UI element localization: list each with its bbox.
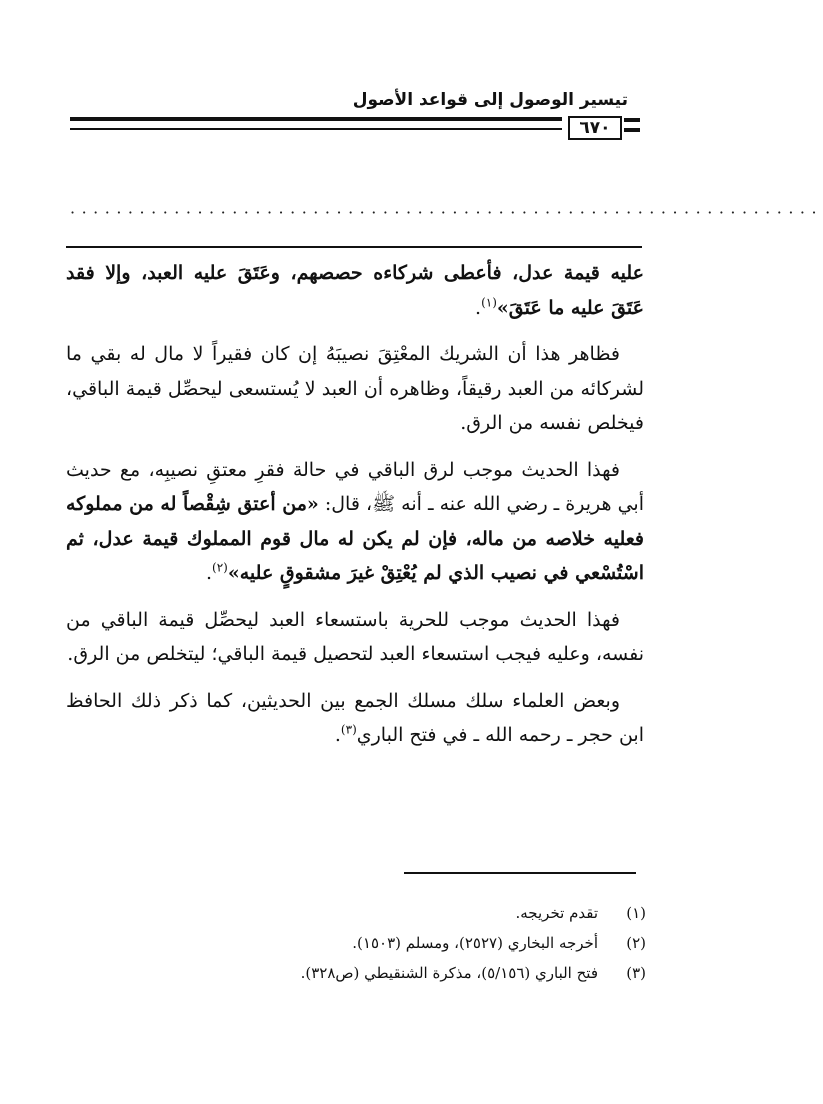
footnote-number: (٣)	[626, 964, 646, 982]
paragraph-4: فهذا الحديث موجب للحرية باستسعاء العبد ليحصِّل قيمة الباقي من نفسه، وعليه فيجب استسعاء العبد لتحصيل قيمة الباقي؛ ليتخلص من الرق.	[66, 608, 644, 665]
paragraph-1-end: .	[475, 296, 482, 319]
footnote	[200, 898, 646, 928]
footnotes	[200, 898, 646, 988]
footnote-ref-1: (١)	[481, 295, 497, 310]
paragraph-5-text: وبعض العلماء سلك مسلك الجمع بين الحديثين، كما ذكر ذلك الحافظ ابن حجر ـ رحمه الله ـ في فتح الباري	[66, 689, 644, 746]
footnote-text: أخرجه البخاري (٢٥٢٧)، ومسلم (١٥٠٣).	[352, 934, 598, 952]
running-header-title: تيسير الوصول إلى قواعد الأصول	[352, 90, 628, 110]
dotted-separator: ·································································	[70, 203, 823, 222]
paragraph-3-end: .	[205, 562, 213, 584]
paragraph-3	[66, 453, 644, 591]
footnote	[200, 928, 646, 958]
header-rule-thin	[70, 128, 562, 130]
footnote-number: (١)	[626, 904, 646, 922]
section-rule	[66, 246, 642, 248]
footnote-number: (٢)	[626, 934, 646, 952]
header-rule-thick	[70, 117, 562, 121]
page-number-bar-top	[624, 118, 640, 122]
paragraph-5	[66, 684, 644, 753]
page-number-box	[568, 116, 622, 140]
paragraph-5-end: .	[334, 724, 341, 746]
footnote-text: فتح الباري (٥/١٥٦)، مذكرة الشنقيطي (ص٣٢٨).	[300, 964, 598, 982]
footnote-text: تقدم تخريجه.	[515, 904, 598, 922]
paragraph-3-intro: فهذا الحديث موجب لرق الباقي في حالة فقرِ معتقِ نصيبِه، مع حديث أبي هريرة ـ رضي الله عنه ـ أنه ﷺ، قال:	[66, 458, 644, 515]
paragraph-2: فظاهر هذا أن الشريك المعْتِقَ نصيبَهُ إن كان فقيراً لا مال له بقي ما لشركائه من العبد رقيقاً، وظاهره أن العبد لا يُستسعى ليحصِّل قيمة الباقي، فيخلص نفسه من الرق.	[66, 343, 644, 434]
hadith-quote: «من أعتق شِقْصاً له من مملوكه فعليه خلاصه من ماله، فإن لم يكن له مال قوم المملوك قيمة عدل، ثم اسْتُسْعي في نصيب الذي لم يُعْتِقْ غيرَ مشقوقٍ عليه»	[66, 493, 644, 584]
footnote	[200, 958, 646, 988]
page-number: ٦٧٠	[579, 118, 611, 138]
page-number-bar-bottom	[624, 128, 640, 132]
paragraph-1	[66, 256, 644, 325]
footnote-rule	[404, 872, 636, 874]
footnote-ref-2: (٢)	[212, 560, 228, 575]
main-text	[66, 256, 644, 765]
footnote-ref-3: (٣)	[340, 722, 357, 737]
hadith-quote-end: عليه قيمة عدل، فأعطى شركاءه حصصهم، وعَتَقَ عليه العبد، وإلا فقد عَتَقَ عليه ما عَتَقَ»	[66, 262, 644, 319]
